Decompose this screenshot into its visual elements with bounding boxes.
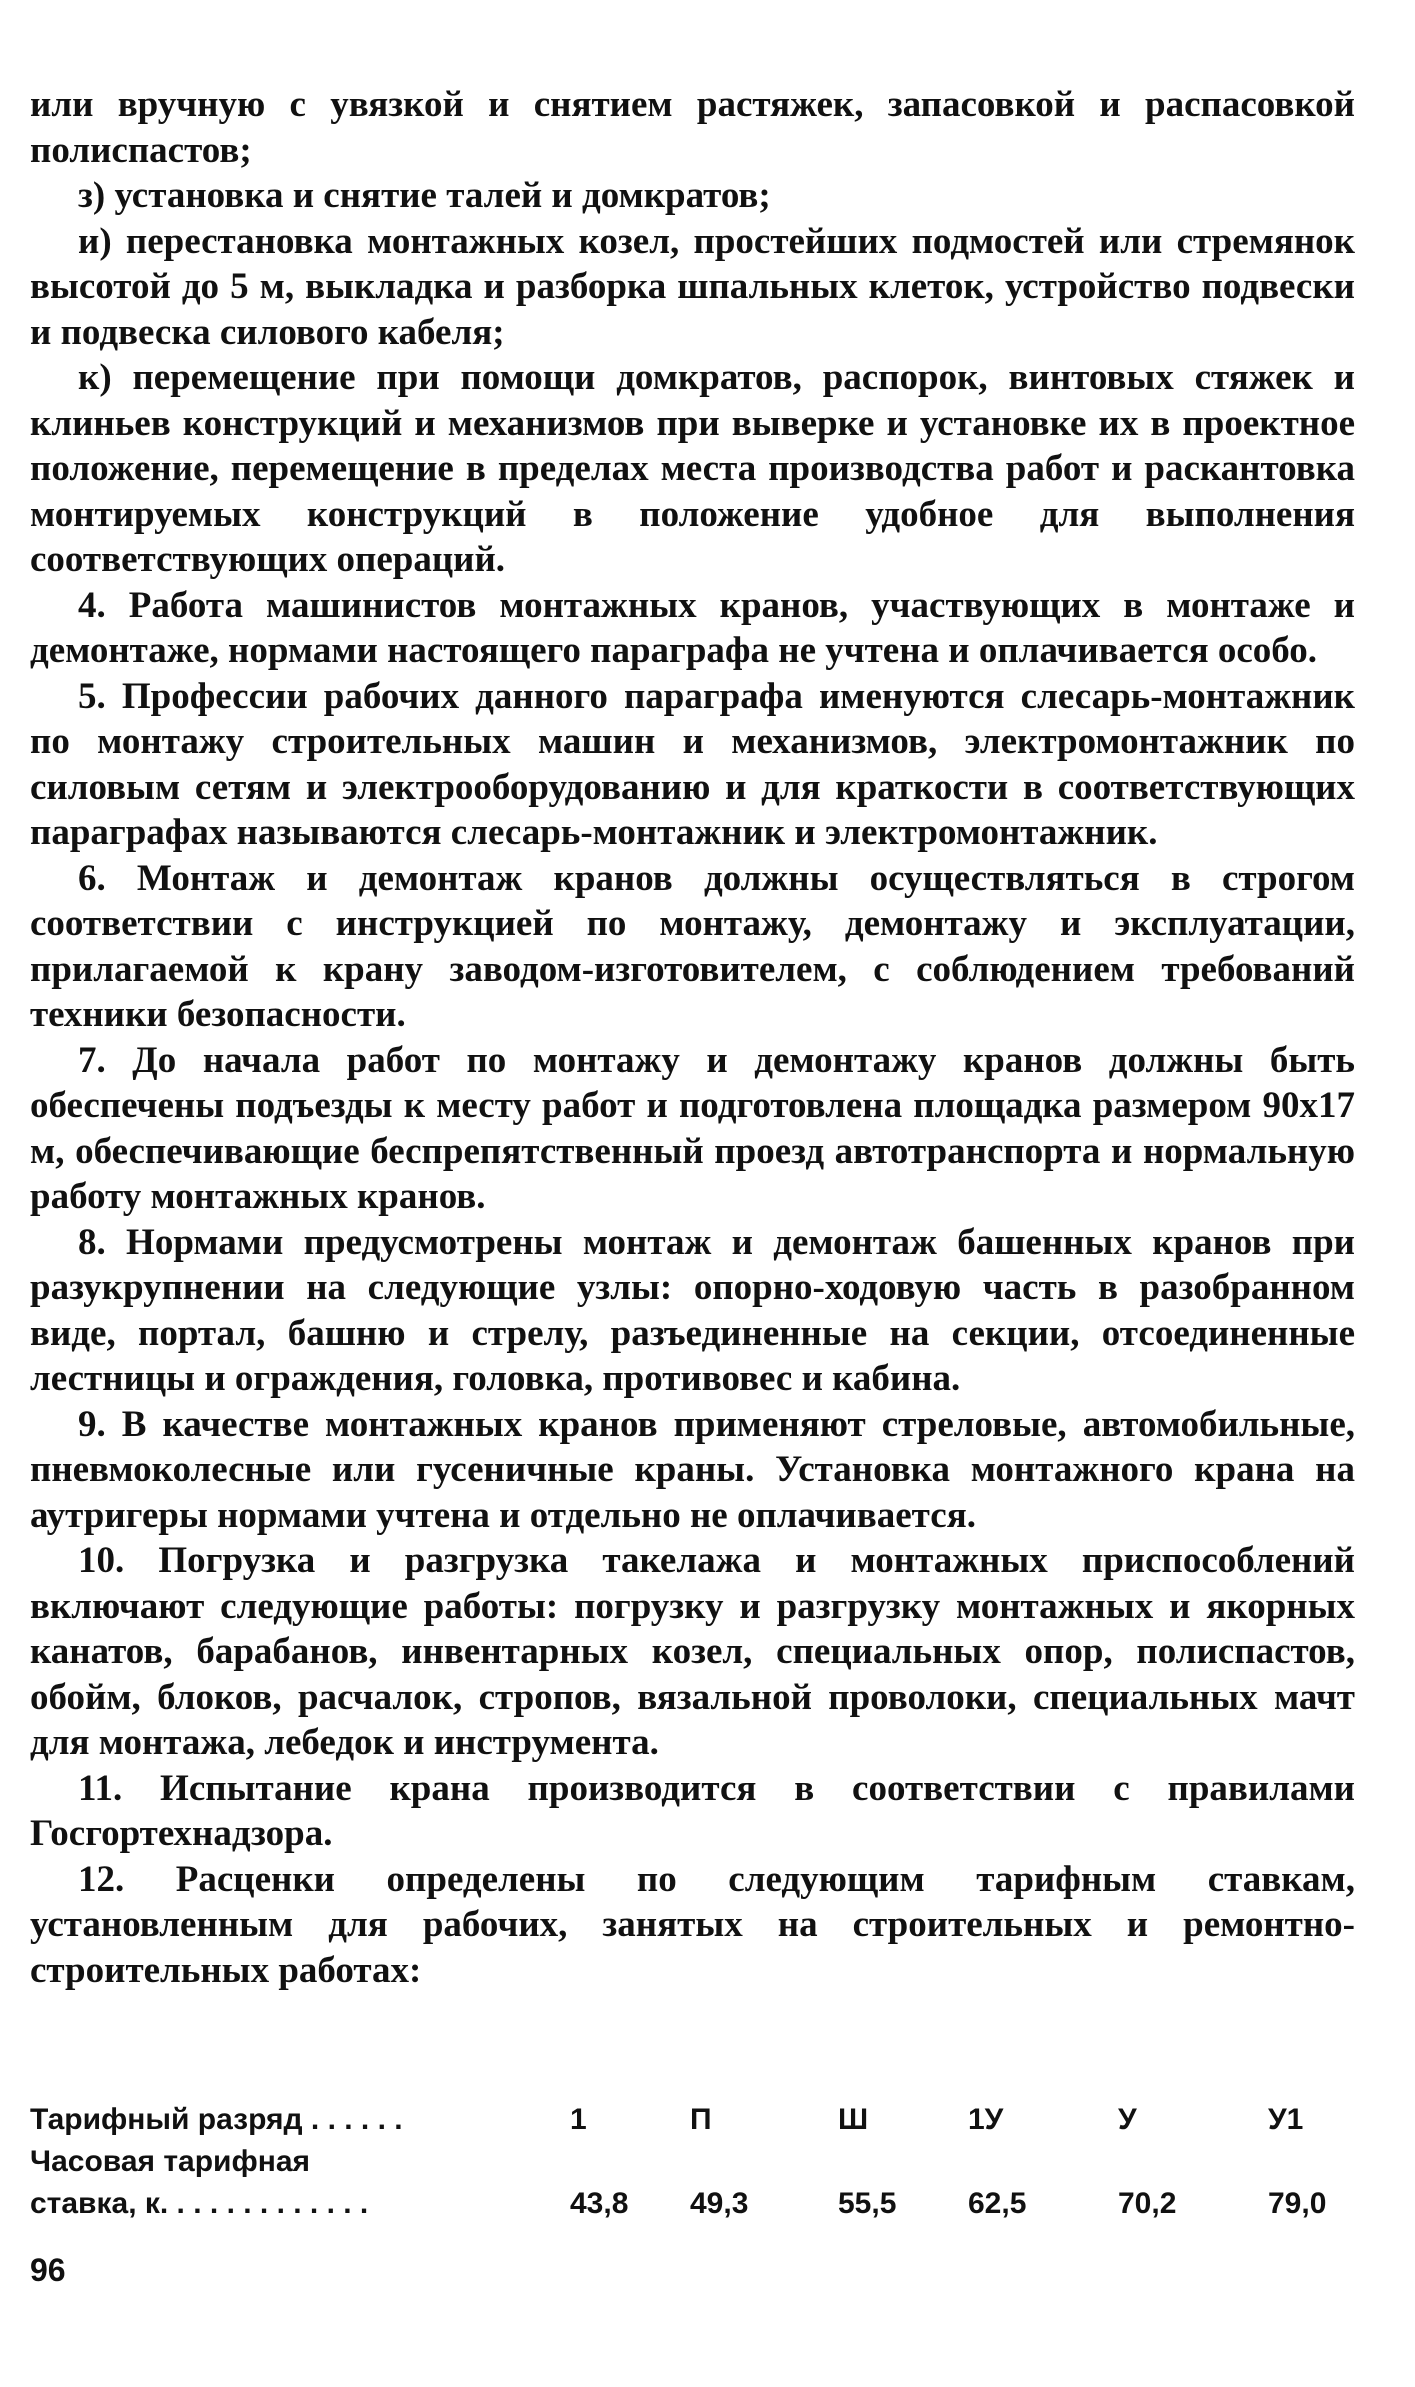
paragraph-item-z: з) установка и снятие талей и домкратов; xyxy=(78,175,771,216)
grade-cell: 1 xyxy=(570,2103,587,2136)
paragraph-12: 12. Расценки определены по следующим тарифным ставкам, установленным для рабочих, занятых на строительных и ремонтно-строительных работах: xyxy=(30,1858,1355,1991)
paragraph-6: 6. Монтаж и демонтаж кранов должны осуществляться в строгом соответствии с инструкцией по монтажу, демонтажу и эксплуатации, прилагаемой к крану заводом-изготовителем, с соблюдением требований техники безопасности. xyxy=(30,857,1355,1035)
grade-cell: Ш xyxy=(838,2103,869,2136)
rate-cell: 79,0 xyxy=(1268,2187,1327,2220)
table-row-rate-label xyxy=(30,2137,1388,2179)
grade-cell: П xyxy=(690,2103,712,2136)
paragraph-continuation: или вручную с увязкой и снятием растяжек, запасовкой и распасовкой полиспастов; xyxy=(30,84,1355,171)
rate-cell: 49,3 xyxy=(690,2187,749,2220)
paragraph-5: 5. Профессии рабочих данного параграфа именуются слесарь-монтажник по монтажу строительных машин и механизмов, электромонтажник по силовым сетям и электрооборудованию и для краткости в соответствующих параграфах называются слесарь-монтажник и электромонтажник. xyxy=(30,675,1355,853)
grade-cell: У1 xyxy=(1268,2103,1304,2136)
rate-cell: 70,2 xyxy=(1118,2187,1177,2220)
table-row-rates xyxy=(30,2179,1388,2221)
table-row-grades xyxy=(30,2095,1388,2137)
grade-cell: У xyxy=(1118,2103,1137,2136)
paragraph-7: 7. До начала работ по монтажу и демонтажу кранов должны быть обеспечены подъезды к месту работ и подготовлена площадка размером 90х17 м, обеспечивающие беспрепятственный проезд автотранспорта и нормальную работу монтажных кранов. xyxy=(30,1039,1355,1217)
paragraph-8: 8. Нормами предусмотрены монтаж и демонтаж башенных кранов при разукрупнении на следующие узлы: опорно-ходовую часть в разобранном виде, портал, башню и стрелу, разъединенные на секции, отсоединенные лестницы и ограждения, головка, противовес и кабина. xyxy=(30,1221,1355,1399)
tariff-rates-table xyxy=(30,2095,1388,2221)
paragraph-item-i: и) перестановка монтажных козел, простейших подмостей или стремянок высотой до 5 м, выкладка и разборка шпальных клеток, устройство подвески и подвеска силового кабеля; xyxy=(30,220,1355,353)
rate-cell: 62,5 xyxy=(968,2187,1027,2220)
rate-unit-label: ставка, к. . . . . . . . . . . . . xyxy=(30,2187,369,2220)
page-number: 96 xyxy=(30,2252,66,2288)
grade-cell: 1У xyxy=(968,2103,1004,2136)
paragraph-9: 9. В качестве монтажных кранов применяют стреловые, автомобильные, пневмоколесные или гусеничные краны. Установка монтажного крана на аутригеры нормами учтена и отдельно не оплачивается. xyxy=(30,1403,1355,1536)
paragraph-4: 4. Работа машинистов монтажных кранов, участвующих в монтаже и демонтаже, нормами настоящего параграфа не учтена и оплачивается особо. xyxy=(30,584,1355,671)
paragraph-item-k: к) перемещение при помощи домкратов, распорок, винтовых стяжек и клиньев конструкций и механизмов при выверке и установке их в проектное положение, перемещение в пределах места производства работ и раскантовка монтируемых конструкций в положение удобное для выполнения соответствующих операций. xyxy=(30,357,1355,580)
rate-cell: 55,5 xyxy=(838,2187,897,2220)
tariff-grade-label: Тарифный разряд . . . . . . xyxy=(30,2103,403,2136)
hourly-rate-label: Часовая тарифная xyxy=(30,2145,311,2178)
paragraph-10: 10. Погрузка и разгрузка такелажа и монтажных приспособлений включают следующие работы: погрузку и разгрузку монтажных и якорных канатов, барабанов, инвентарных козел, специальных опор, полиспастов, обойм, блоков, расчалок, стропов, вязальной проволоки, специальных мачт для монтажа, лебедок и инструмента. xyxy=(30,1540,1355,1763)
paragraph-11: 11. Испытание крана производится в соответствии с правилами Госгортехнадзора. xyxy=(30,1767,1355,1854)
rate-cell: 43,8 xyxy=(570,2187,629,2220)
